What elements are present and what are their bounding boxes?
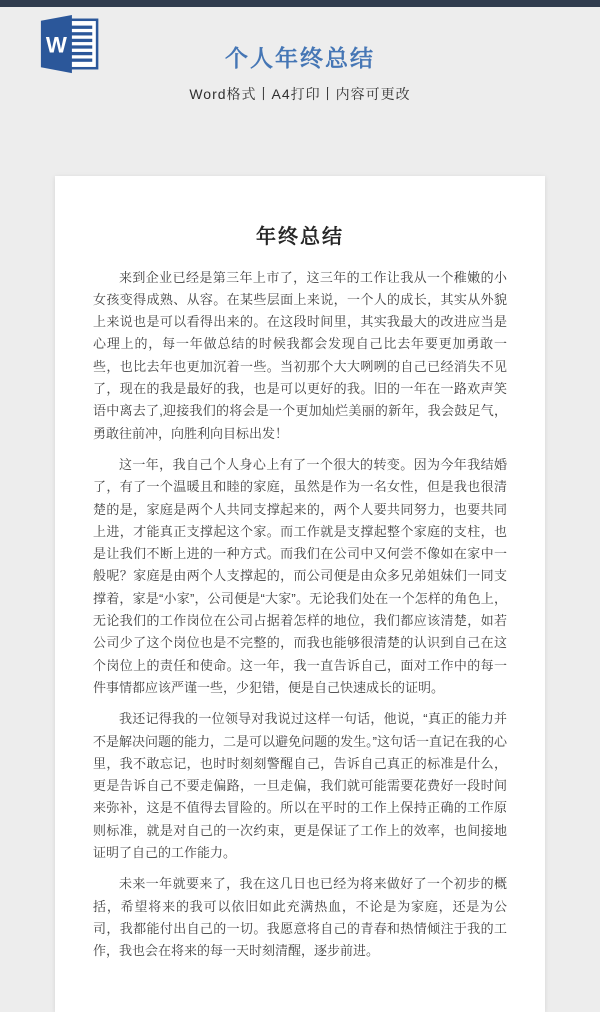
top-accent-bar (0, 0, 600, 7)
word-icon (36, 13, 102, 75)
page-title: 个人年终总结 (225, 45, 375, 71)
document-body (93, 267, 507, 963)
document-page (55, 176, 545, 1012)
page-subtitle: Word格式丨A4打印丨内容可更改 (189, 85, 411, 102)
template-header (0, 7, 600, 104)
paragraph-1: 来到企业已经是第三年上市了，这三年的工作让我从一个稚嫩的小女孩变得成熟、从容。在某些层面上来说，一个人的成长，其实从外貌上来说也是可以看得出来的。在这段时间里，其实我最大的改进应当是心理上的，每一年做总结的时候我都会发现自己比去年要更加勇敢一些，也比去年也更加沉着一些。当初那个大大咧咧的自己已经消失不见了，现在的我是最好的我，也是可以更好的我。旧的一年在一路欢声笑语中离去了,迎接我们的将会是一个更加灿烂美丽的新年，我会鼓足气，勇敢往前冲，向胜利向目标出发！ (93, 269, 507, 441)
paragraph-4: 未来一年就要来了，我在这几日也已经为将来做好了一个初步的概括，希望将来的我可以依旧如此充满热血，不论是为家庭，还是为公司，我都能付出自己的一切。我愿意将自己的青春和热情倾注于我的工作，我也会在将来的每一天时刻清醒，逐步前进。 (93, 876, 507, 959)
paragraph-2: 这一年，我自己个人身心上有了一个很大的转变。因为今年我结婚了，有了一个温暖且和睦的家庭，虽然是作为一名女性，但是我也很清楚的是，家庭是两个人共同支撑起来的，两个人要共同努力，也要共同上进，才能真正支撑起这个家。而工作就是支撑起整个家庭的支柱，也是让我们不断上进的一种方式。而我们在公司中又何尝不像如在家中一般呢？家庭是由两个人支撑起的，而公司便是由众多兄弟姐妹们一同支撑着，家是“小家”，公司便是“大家”。无论我们处在一个怎样的角色上，无论我们的工作岗位在公司占据着怎样的地位，我们都应该清楚，如若公司少了这个岗位也是不完整的，而我也能够很清楚的认识到自己在这个岗位上的责任和使命。这一年，我一直告诉自己，面对工作中的每一件事情都应该严谨一些，少犯错，便是自己快速成长的证明。 (93, 456, 507, 695)
document-heading: 年终总结 (256, 225, 344, 248)
paragraph-3: 我还记得我的一位领导对我说过这样一句话，他说，“真正的能力并不是解决问题的能力，二是可以避免问题的发生。”这句话一直记在我的心里，我不敢忘记，也时时刻刻警醒自己，告诉自己真正的标准是什么，更是告诉自己不要走偏路，一旦走偏，我们就可能需要花费好一段时间来弥补，这是不值得去冒险的。所以在平时的工作上保持正确的工作原则标准，就是对自己的一次约束，更是保证了工作上的效率，也间接地证明了自己的工作能力。 (93, 711, 507, 861)
word-icon-letter: W (45, 32, 67, 58)
